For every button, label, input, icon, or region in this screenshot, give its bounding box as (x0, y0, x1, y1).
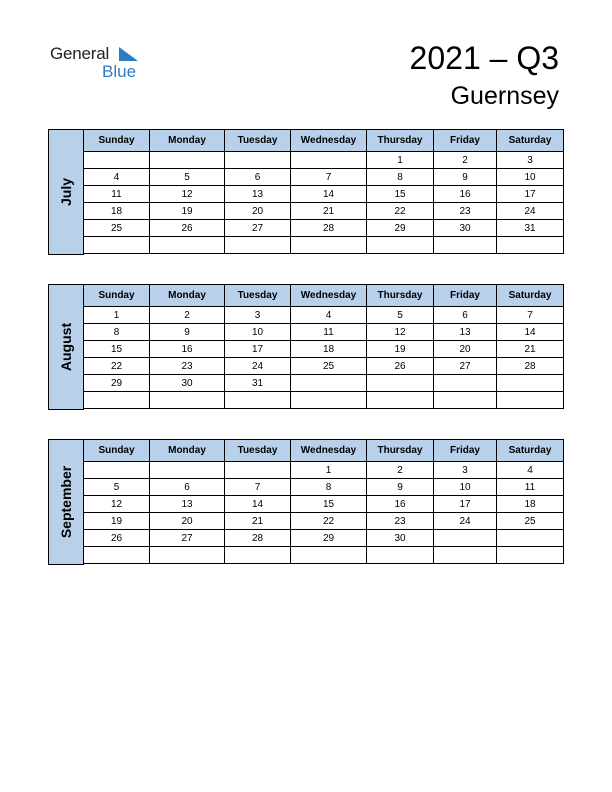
day-cell: 24 (497, 203, 564, 220)
week-row (84, 496, 564, 513)
day-cell: 10 (497, 169, 564, 186)
month-name: July (58, 177, 74, 207)
day-cell: 21 (291, 203, 367, 220)
weekday-header: Sunday (84, 130, 150, 152)
day-cell: 13 (434, 324, 497, 341)
month-name: September (58, 465, 74, 539)
country-name: Guernsey (450, 82, 559, 110)
day-cell (434, 547, 497, 564)
day-cell (84, 462, 150, 479)
day-cell: 6 (225, 169, 291, 186)
weekday-header: Monday (150, 285, 225, 307)
day-cell (497, 547, 564, 564)
week-row (84, 479, 564, 496)
weekday-header: Monday (150, 440, 225, 462)
day-cell: 9 (367, 479, 434, 496)
day-cell: 7 (497, 307, 564, 324)
day-cell (150, 152, 225, 169)
day-cell: 17 (497, 186, 564, 203)
day-cell: 11 (291, 324, 367, 341)
day-cell: 30 (434, 220, 497, 237)
day-cell (225, 547, 291, 564)
weekday-header: Saturday (497, 285, 564, 307)
weekday-header-row (84, 130, 564, 152)
day-cell (367, 547, 434, 564)
day-cell (291, 375, 367, 392)
day-cell (367, 237, 434, 254)
day-cell (225, 462, 291, 479)
month-block-august (48, 284, 564, 410)
day-cell: 9 (434, 169, 497, 186)
week-row (84, 220, 564, 237)
day-cell (84, 547, 150, 564)
day-cell: 31 (497, 220, 564, 237)
day-cell (291, 547, 367, 564)
weekday-header: Tuesday (225, 285, 291, 307)
day-cell: 5 (84, 479, 150, 496)
day-cell (497, 530, 564, 547)
weekday-header: Thursday (367, 130, 434, 152)
week-row (84, 375, 564, 392)
weekday-header: Saturday (497, 440, 564, 462)
day-cell: 7 (225, 479, 291, 496)
weekday-header: Sunday (84, 285, 150, 307)
week-row (84, 307, 564, 324)
day-cell: 8 (291, 479, 367, 496)
weekday-header-row (84, 440, 564, 462)
day-cell (367, 392, 434, 409)
calendar-table (83, 129, 564, 254)
day-cell (225, 392, 291, 409)
week-row (84, 392, 564, 409)
day-cell: 29 (291, 530, 367, 547)
day-cell: 31 (225, 375, 291, 392)
day-cell: 11 (84, 186, 150, 203)
weekday-header: Tuesday (225, 440, 291, 462)
day-cell: 2 (367, 462, 434, 479)
day-cell (84, 392, 150, 409)
day-cell: 20 (225, 203, 291, 220)
week-row (84, 358, 564, 375)
week-row (84, 152, 564, 169)
month-block-july (48, 129, 564, 255)
day-cell: 23 (434, 203, 497, 220)
day-cell: 18 (291, 341, 367, 358)
day-cell (434, 237, 497, 254)
day-cell: 21 (225, 513, 291, 530)
day-cell: 27 (434, 358, 497, 375)
day-cell (84, 152, 150, 169)
day-cell: 30 (150, 375, 225, 392)
day-cell: 7 (291, 169, 367, 186)
weekday-header: Wednesday (291, 285, 367, 307)
day-cell: 21 (497, 341, 564, 358)
day-cell: 18 (84, 203, 150, 220)
week-row (84, 462, 564, 479)
day-cell: 4 (497, 462, 564, 479)
day-cell: 19 (84, 513, 150, 530)
day-cell (434, 392, 497, 409)
day-cell: 30 (367, 530, 434, 547)
weekday-header: Thursday (367, 285, 434, 307)
day-cell (150, 392, 225, 409)
weekday-header: Wednesday (291, 440, 367, 462)
day-cell: 15 (367, 186, 434, 203)
weekday-header: Friday (434, 285, 497, 307)
day-cell: 8 (84, 324, 150, 341)
weekday-header: Friday (434, 130, 497, 152)
generalblue-logo (50, 44, 150, 84)
day-cell: 13 (225, 186, 291, 203)
logo-blue-text: Blue (102, 62, 137, 81)
day-cell: 25 (497, 513, 564, 530)
day-cell: 25 (291, 358, 367, 375)
day-cell: 14 (291, 186, 367, 203)
weekday-header: Saturday (497, 130, 564, 152)
day-cell: 16 (367, 496, 434, 513)
day-cell: 12 (367, 324, 434, 341)
day-cell: 3 (434, 462, 497, 479)
day-cell (367, 375, 434, 392)
day-cell (291, 392, 367, 409)
day-cell: 23 (367, 513, 434, 530)
day-cell: 26 (367, 358, 434, 375)
day-cell: 11 (497, 479, 564, 496)
day-cell: 1 (291, 462, 367, 479)
day-cell: 17 (225, 341, 291, 358)
week-row (84, 530, 564, 547)
week-row (84, 186, 564, 203)
day-cell (84, 237, 150, 254)
weekday-header: Tuesday (225, 130, 291, 152)
day-cell (497, 375, 564, 392)
week-row (84, 237, 564, 254)
week-row (84, 341, 564, 358)
week-row (84, 547, 564, 564)
weekday-header: Friday (434, 440, 497, 462)
month-label-box (48, 284, 84, 410)
day-cell (150, 547, 225, 564)
day-cell: 22 (367, 203, 434, 220)
day-cell: 14 (225, 496, 291, 513)
day-cell: 29 (84, 375, 150, 392)
month-name: August (58, 322, 74, 372)
day-cell (291, 152, 367, 169)
week-row (84, 169, 564, 186)
day-cell: 3 (225, 307, 291, 324)
weekday-header: Sunday (84, 440, 150, 462)
day-cell: 26 (84, 530, 150, 547)
day-cell (434, 530, 497, 547)
day-cell: 8 (367, 169, 434, 186)
day-cell: 16 (434, 186, 497, 203)
day-cell (225, 237, 291, 254)
day-cell: 16 (150, 341, 225, 358)
day-cell: 24 (434, 513, 497, 530)
day-cell: 1 (367, 152, 434, 169)
day-cell: 27 (225, 220, 291, 237)
day-cell: 5 (367, 307, 434, 324)
day-cell: 19 (367, 341, 434, 358)
day-cell: 4 (291, 307, 367, 324)
day-cell: 22 (84, 358, 150, 375)
day-cell: 18 (497, 496, 564, 513)
day-cell (497, 392, 564, 409)
day-cell: 12 (150, 186, 225, 203)
month-block-september (48, 439, 564, 565)
day-cell: 12 (84, 496, 150, 513)
day-cell: 20 (150, 513, 225, 530)
day-cell: 28 (291, 220, 367, 237)
day-cell: 28 (225, 530, 291, 547)
day-cell: 10 (434, 479, 497, 496)
week-row (84, 324, 564, 341)
day-cell: 3 (497, 152, 564, 169)
day-cell: 5 (150, 169, 225, 186)
day-cell: 14 (497, 324, 564, 341)
day-cell: 6 (434, 307, 497, 324)
day-cell: 29 (367, 220, 434, 237)
calendar-table (83, 284, 564, 409)
logo-general-text: General (50, 44, 110, 63)
day-cell (150, 237, 225, 254)
week-row (84, 203, 564, 220)
day-cell: 17 (434, 496, 497, 513)
day-cell: 15 (291, 496, 367, 513)
day-cell: 24 (225, 358, 291, 375)
day-cell: 20 (434, 341, 497, 358)
day-cell (291, 237, 367, 254)
day-cell: 6 (150, 479, 225, 496)
day-cell: 26 (150, 220, 225, 237)
day-cell: 4 (84, 169, 150, 186)
weekday-header: Wednesday (291, 130, 367, 152)
day-cell (150, 462, 225, 479)
day-cell: 27 (150, 530, 225, 547)
day-cell: 2 (434, 152, 497, 169)
day-cell: 25 (84, 220, 150, 237)
day-cell: 13 (150, 496, 225, 513)
month-label-box (48, 439, 84, 565)
page-title: 2021 – Q3 (409, 40, 559, 76)
day-cell: 1 (84, 307, 150, 324)
month-label-box (48, 129, 84, 255)
day-cell: 9 (150, 324, 225, 341)
day-cell: 15 (84, 341, 150, 358)
calendar-table (83, 439, 564, 564)
day-cell (497, 237, 564, 254)
day-cell (225, 152, 291, 169)
day-cell (434, 375, 497, 392)
weekday-header: Thursday (367, 440, 434, 462)
weekday-header: Monday (150, 130, 225, 152)
day-cell: 23 (150, 358, 225, 375)
day-cell: 19 (150, 203, 225, 220)
logo-triangle-icon (119, 47, 139, 63)
day-cell: 22 (291, 513, 367, 530)
day-cell: 28 (497, 358, 564, 375)
week-row (84, 513, 564, 530)
weekday-header-row (84, 285, 564, 307)
day-cell: 10 (225, 324, 291, 341)
day-cell: 2 (150, 307, 225, 324)
